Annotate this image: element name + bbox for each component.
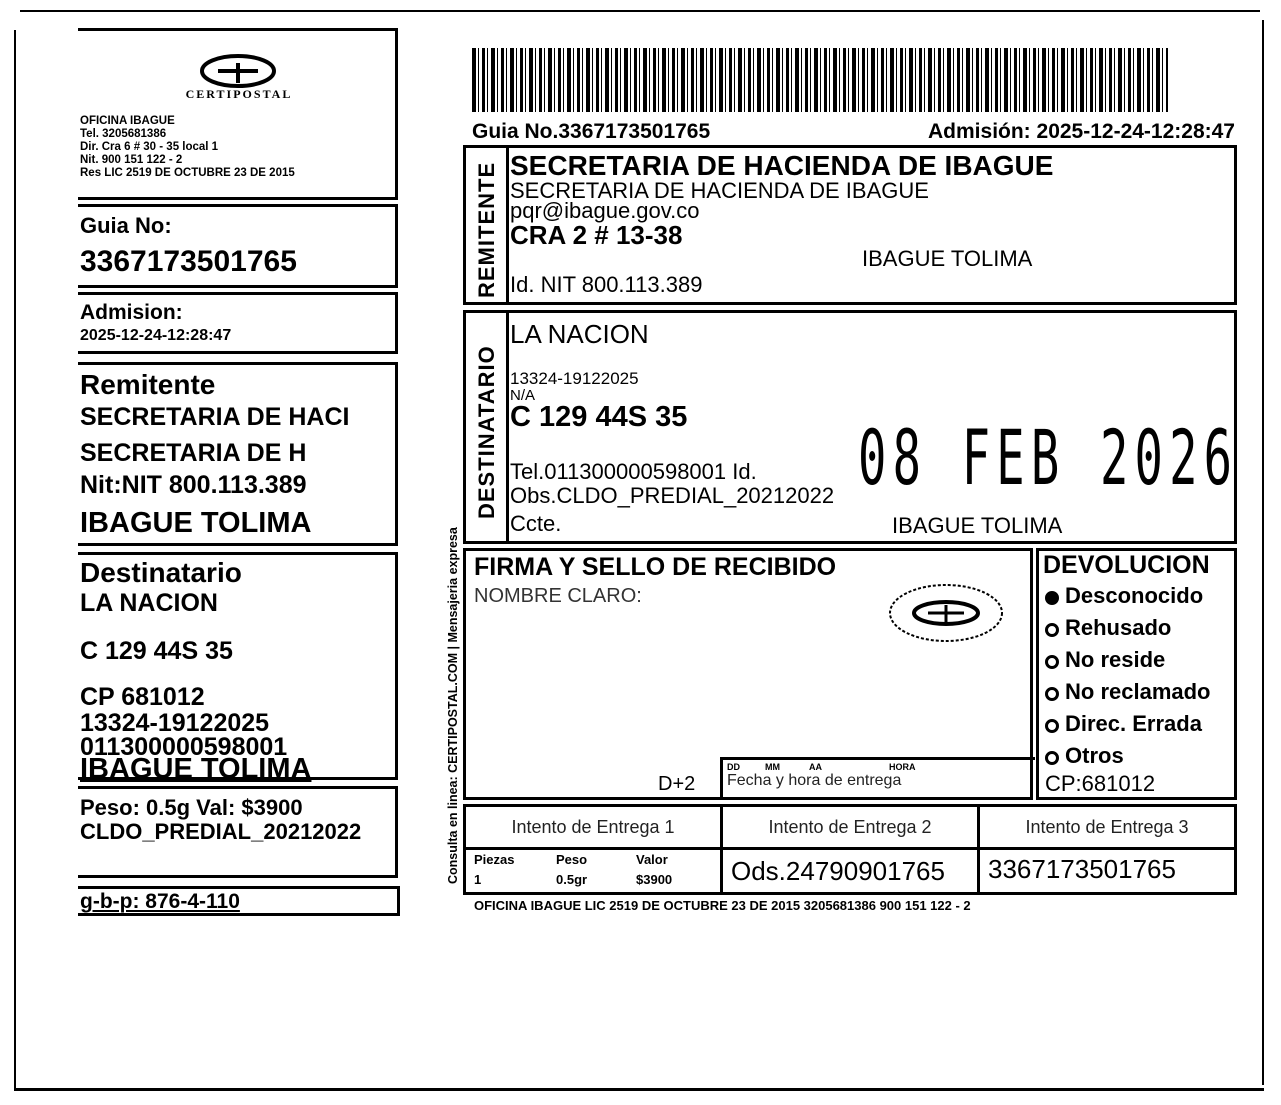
logo-text: CERTIPOSTAL bbox=[185, 87, 293, 101]
destinatario-stub-box bbox=[78, 552, 398, 785]
office-line: OFICINA IBAGUE bbox=[80, 115, 175, 127]
guia-cell-value: 3367173501765 bbox=[988, 854, 1176, 884]
devolucion-options bbox=[1045, 583, 1211, 775]
fecha-label: Fecha y hora de entrega bbox=[727, 772, 902, 789]
frame-bottom-line bbox=[14, 1088, 1264, 1091]
firma-box bbox=[463, 548, 1033, 800]
destinatario-stub-line: LA NACION bbox=[80, 589, 218, 617]
office-lines bbox=[80, 115, 295, 180]
devolucion-option-label: No reclamado bbox=[1065, 679, 1211, 704]
frame-right-line bbox=[1262, 20, 1264, 1085]
summary-val-valor: $3900 bbox=[636, 872, 673, 887]
firma-stamp bbox=[886, 581, 1006, 645]
vertical-side-text: Consulta en linea: CERTIPOSTAL.COM | Mensajeria expresa bbox=[446, 527, 460, 884]
intento-label: Intento de Entrega 2 bbox=[768, 817, 932, 837]
remitente-stub-label: Remitente bbox=[80, 369, 216, 400]
devolucion-option-label: Rehusado bbox=[1065, 615, 1172, 640]
office-line: Tel. 3205681386 bbox=[80, 128, 167, 140]
gbp-line: g-b-p: 876-4-110 bbox=[80, 890, 240, 913]
frame-top-line bbox=[20, 10, 1260, 12]
remitente-email: pqr@ibague.gov.co bbox=[510, 198, 700, 223]
footer-line: OFICINA IBAGUE LIC 2519 DE OCTUBRE 23 DE 2015 3205681386 900 151 122 - 2 bbox=[474, 898, 971, 913]
intento-cell-1 bbox=[463, 804, 723, 850]
remitente-stub-line: IBAGUE TOLIMA bbox=[80, 507, 312, 539]
office-box bbox=[78, 28, 398, 200]
date-stamp: 08 FEB 2026 bbox=[858, 413, 1239, 502]
firma-d2: D+2 bbox=[658, 773, 696, 795]
header-admision: Admisión: 2025-12-24-12:28:47 bbox=[928, 120, 1235, 143]
radio-icon[interactable] bbox=[1045, 687, 1059, 701]
destinatario-stub-line: CP 681012 bbox=[80, 683, 205, 711]
devolucion-option[interactable] bbox=[1045, 647, 1211, 679]
remitente-stub-line: Nit:NIT 800.113.389 bbox=[80, 471, 307, 499]
remitente-box bbox=[463, 145, 1237, 305]
guia-value: 3367173501765 bbox=[80, 245, 297, 278]
date-head-mm: MM bbox=[765, 762, 780, 772]
devolucion-option-label: Desconocido bbox=[1065, 583, 1204, 608]
destinatario-name: LA NACION bbox=[510, 319, 649, 349]
frame-left-line bbox=[14, 30, 16, 1090]
ods-cell bbox=[720, 847, 980, 895]
devolucion-cp: CP:681012 bbox=[1045, 771, 1156, 796]
destinatario-obs: Obs.CLDO_PREDIAL_20212022 bbox=[510, 483, 835, 508]
admision-label: Admision: bbox=[80, 301, 183, 324]
devolucion-title: DEVOLUCION bbox=[1043, 551, 1210, 579]
radio-icon[interactable] bbox=[1045, 655, 1059, 669]
remitente-address: CRA 2 # 13-38 bbox=[510, 220, 683, 250]
remitente-side-label: REMITENTE bbox=[474, 161, 499, 298]
office-line: Res LIC 2519 DE OCTUBRE 23 DE 2015 bbox=[80, 167, 295, 179]
destinatario-tel: Tel.011300000598001 Id. bbox=[510, 459, 757, 484]
intento-cell-3 bbox=[977, 804, 1237, 850]
devolucion-option-label: Direc. Errada bbox=[1065, 711, 1202, 736]
office-line: Nit. 900 151 122 - 2 bbox=[80, 154, 183, 166]
peso-line: Peso: 0.5g Val: $3900 bbox=[80, 795, 303, 820]
remitente-name: SECRETARIA DE HACIENDA DE IBAGUE bbox=[510, 150, 1054, 181]
radio-icon[interactable] bbox=[1045, 751, 1059, 765]
date-head-hora: HORA bbox=[889, 762, 916, 772]
destinatario-stub-line: IBAGUE TOLIMA bbox=[80, 753, 312, 785]
devolucion-option[interactable] bbox=[1045, 711, 1211, 743]
admision-box bbox=[78, 292, 398, 354]
summary-head-piezas: Piezas bbox=[474, 852, 515, 867]
destinatario-box bbox=[463, 310, 1237, 544]
office-line: Dir. Cra 6 # 30 - 35 local 1 bbox=[80, 141, 219, 153]
summary-cell bbox=[463, 847, 723, 895]
guia-box bbox=[78, 204, 398, 288]
date-head-dd: DD bbox=[727, 762, 740, 772]
devolucion-option-label: Otros bbox=[1065, 743, 1124, 768]
remitente-stub-line: SECRETARIA DE H bbox=[80, 439, 307, 467]
firma-nombre: NOMBRE CLARO: bbox=[474, 585, 642, 607]
remitente-city: IBAGUE TOLIMA bbox=[862, 246, 1033, 271]
intento-label: Intento de Entrega 3 bbox=[1025, 817, 1189, 837]
destinatario-ccte: Ccte. bbox=[510, 511, 562, 536]
gbp-box bbox=[78, 886, 400, 916]
guia-label: Guia No: bbox=[80, 213, 172, 238]
remitente-stub-box bbox=[78, 362, 398, 546]
destinatario-ref: 13324-19122025 bbox=[510, 369, 639, 388]
header-guia: Guia No.3367173501765 bbox=[472, 120, 711, 143]
destinatario-stub-line: 13324-19122025 bbox=[80, 709, 270, 737]
date-head-aa: AA bbox=[809, 762, 822, 772]
stamp-logo-icon bbox=[886, 581, 1006, 645]
summary-head-peso: Peso bbox=[556, 852, 588, 867]
ref-line: CLDO_PREDIAL_20212022 bbox=[80, 819, 362, 844]
radio-icon[interactable] bbox=[1045, 591, 1059, 605]
fecha-box bbox=[720, 757, 1035, 800]
firma-title: FIRMA Y SELLO DE RECIBIDO bbox=[474, 553, 837, 581]
remitente-id: Id. NIT 800.113.389 bbox=[510, 272, 703, 297]
radio-icon[interactable] bbox=[1045, 623, 1059, 637]
intento-label: Intento de Entrega 1 bbox=[511, 817, 675, 837]
destinatario-address: C 129 44S 35 bbox=[510, 401, 688, 433]
devolucion-option[interactable] bbox=[1045, 679, 1211, 711]
intento-cell-2 bbox=[720, 804, 980, 850]
admision-value: 2025-12-24-12:28:47 bbox=[80, 327, 232, 344]
barcode bbox=[472, 48, 1168, 112]
devolucion-box bbox=[1036, 548, 1237, 800]
logo-icon bbox=[178, 49, 298, 119]
summary-val-piezas: 1 bbox=[474, 872, 482, 887]
summary-head-valor: Valor bbox=[636, 852, 668, 867]
radio-icon[interactable] bbox=[1045, 719, 1059, 733]
ods-value: Ods.24790901765 bbox=[731, 856, 945, 886]
devolucion-option-label: No reside bbox=[1065, 647, 1166, 672]
destinatario-city: IBAGUE TOLIMA bbox=[892, 513, 1063, 538]
devolucion-option[interactable] bbox=[1045, 583, 1211, 615]
destinatario-stub-line: 011300000598001 bbox=[80, 733, 288, 761]
remitente-stub-line: SECRETARIA DE HACI bbox=[80, 403, 350, 431]
guia-cell bbox=[977, 847, 1237, 895]
devolucion-option[interactable] bbox=[1045, 615, 1211, 647]
peso-box bbox=[78, 786, 398, 878]
destinatario-stub-label: Destinatario bbox=[80, 557, 242, 588]
destinatario-side-label: DESTINATARIO bbox=[474, 345, 499, 519]
remitente-name2: SECRETARIA DE HACIENDA DE IBAGUE bbox=[510, 178, 929, 203]
destinatario-stub-line: C 129 44S 35 bbox=[80, 637, 233, 665]
certipostal-logo bbox=[178, 49, 298, 119]
destinatario-na: N/A bbox=[510, 387, 536, 404]
summary-val-peso: 0.5gr bbox=[556, 872, 588, 887]
